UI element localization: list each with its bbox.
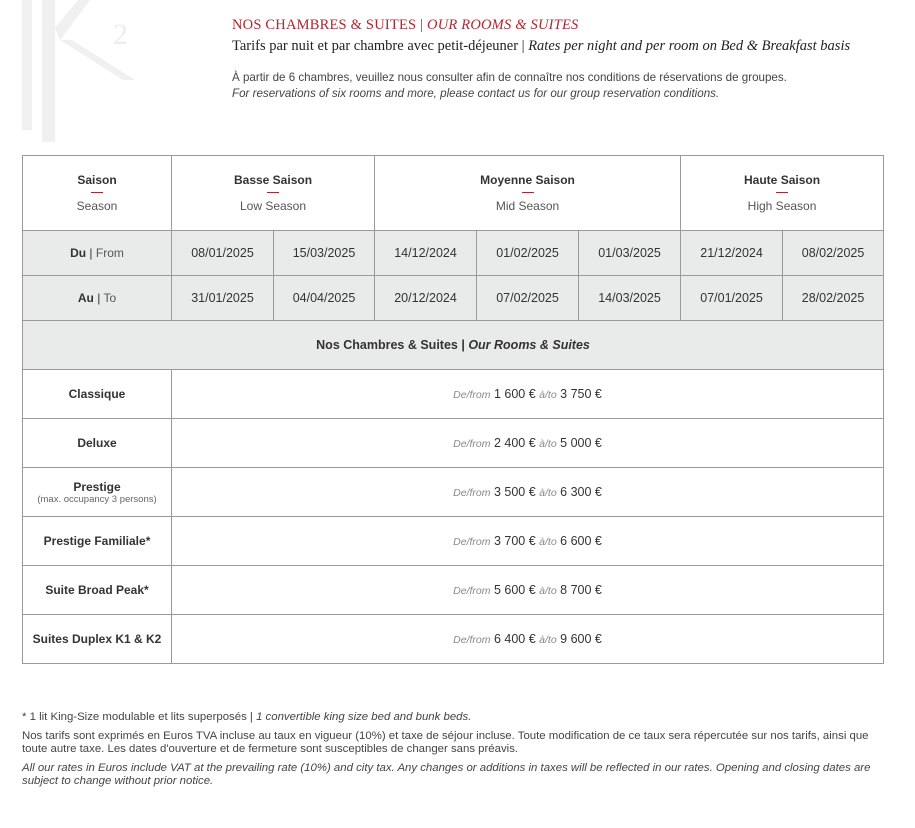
room-price: De/from 6 400 € à/to 9 600 €	[172, 615, 884, 664]
season-mid: Moyenne Saison Mid Season	[375, 156, 681, 231]
from-date: 08/02/2025	[783, 231, 884, 276]
room-name: Prestige Familiale*	[43, 534, 151, 548]
room-name-cell	[23, 615, 172, 664]
page-title: NOS CHAMBRES & SUITES | OUR ROOMS & SUITES	[232, 17, 579, 33]
to-date: 04/04/2025	[274, 276, 375, 321]
accent-dash	[267, 192, 279, 193]
page-subtitle: Tarifs par nuit et par chambre avec petit-déjeuner | Rates per night and per room on Bed & Breakfast basis	[232, 38, 851, 54]
room-price: De/from 2 400 € à/to 5 000 €	[172, 419, 884, 468]
room-row	[23, 566, 884, 615]
room-price: De/from 5 600 € à/to 8 700 €	[172, 566, 884, 615]
room-row	[23, 370, 884, 419]
room-row	[23, 468, 884, 517]
to-date: 07/01/2025	[681, 276, 783, 321]
season-row	[23, 156, 884, 231]
group-note-fr: À partir de 6 chambres, veuillez nous consulter afin de connaître nos conditions de réservations de groupes.	[232, 71, 787, 84]
footer-notes	[22, 711, 884, 794]
header	[232, 16, 902, 102]
to-date: 14/03/2025	[579, 276, 681, 321]
room-name-cell	[23, 419, 172, 468]
room-price: De/from 3 700 € à/to 6 600 €	[172, 517, 884, 566]
room-name: Prestige	[73, 479, 121, 494]
to-row	[23, 276, 884, 321]
room-name-cell	[23, 517, 172, 566]
room-row	[23, 615, 884, 664]
room-name-cell	[23, 566, 172, 615]
taxes-note-fr: Nos tarifs sont exprimés en Euros TVA incluse au taux en vigueur (10%) et taxe de séjour incluse. Toute modification de ce taux sera répercutée sur nos tarifs, ainsi que toute autre taxe. Les dates d'ouverture et de fermeture sont susceptibles de changer sans préavis.	[22, 730, 869, 755]
room-name: Suites Duplex K1 & K2	[32, 632, 162, 646]
group-note	[232, 70, 902, 102]
room-name-cell	[23, 370, 172, 419]
from-row	[23, 231, 884, 276]
from-date: 14/12/2024	[375, 231, 477, 276]
from-label: Du | From	[23, 231, 172, 276]
room-price: De/from 1 600 € à/to 3 750 €	[172, 370, 884, 419]
room-name: Deluxe	[77, 436, 117, 450]
to-date: 07/02/2025	[477, 276, 579, 321]
svg-text:2: 2	[113, 18, 128, 51]
accent-dash	[776, 192, 788, 193]
footnote: * 1 lit King-Size modulable et lits superposés | 1 convertible king size bed and bunk beds.	[22, 711, 472, 723]
from-date: 08/01/2025	[172, 231, 274, 276]
from-date: 01/03/2025	[579, 231, 681, 276]
rates-table	[22, 155, 884, 664]
to-label: Au | To	[23, 276, 172, 321]
from-date: 01/02/2025	[477, 231, 579, 276]
from-date: 15/03/2025	[274, 231, 375, 276]
room-row	[23, 517, 884, 566]
room-name: Suite Broad Peak*	[45, 583, 149, 597]
k2-logo	[20, 0, 140, 142]
to-date: 31/01/2025	[172, 276, 274, 321]
room-note: (max. occupancy 3 persons)	[37, 493, 157, 505]
to-date: 28/02/2025	[783, 276, 884, 321]
room-price: De/from 3 500 € à/to 6 300 €	[172, 468, 884, 517]
season-low: Basse Saison Low Season	[172, 156, 375, 231]
season-high: Haute Saison High Season	[681, 156, 884, 231]
room-name-cell	[23, 468, 172, 517]
accent-dash	[522, 192, 534, 193]
room-row	[23, 419, 884, 468]
accent-dash	[91, 192, 103, 193]
taxes-note-en: All our rates in Euros include VAT at the prevailing rate (10%) and city tax. Any changes or additions in taxes will be reflected in our rates. Opening and closing dates are subject to change without prior notice.	[22, 762, 871, 787]
room-name: Classique	[68, 387, 126, 401]
rooms-subheader: Nos Chambres & Suites | Our Rooms & Suites	[23, 321, 884, 370]
group-note-en: For reservations of six rooms and more, please contact us for our group reservation conditions.	[232, 87, 720, 100]
from-date: 21/12/2024	[681, 231, 783, 276]
season-label-cell: Saison Season	[23, 156, 172, 231]
rooms-subheader-row	[23, 321, 884, 370]
to-date: 20/12/2024	[375, 276, 477, 321]
